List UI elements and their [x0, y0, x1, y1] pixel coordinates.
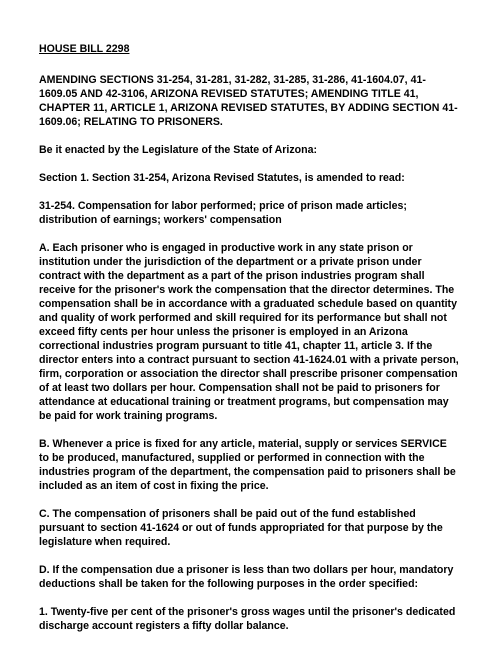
bill-heading: AMENDING SECTIONS 31-254, 31-281, 31-282, 31-285, 31-286, 41-1604.07, 41-1609.05 AND 42-3106, ARIZONA REVISED STATUTES; AMENDING TITLE 41, CHAPTER 11, ARTICLE 1, ARIZONA REVISED STATUTES, BY ADDING SECTION 41-1609.06; RELATING TO PRISONERS.	[39, 74, 458, 128]
paragraph-c: C. The compensation of prisoners shall be paid out of the fund established pursuant to section 41-1624 or out of funds appropriated for that purpose by the legislature when required.	[39, 508, 443, 548]
enacting-clause: Be it enacted by the Legislature of the State of Arizona:	[39, 144, 318, 156]
paragraph-b: B. Whenever a price is fixed for any article, material, supply or services SERVICE to be produced, manufactured, supplied or performed in connection with the industries program of the department, the compensation paid to prisoners shall be included as an item of cost in fixing the price.	[39, 438, 456, 492]
list-item-1: 1. Twenty-five per cent of the prisoner's gross wages until the prisoner's dedicated discharge account registers a fifty dollar balance.	[39, 606, 456, 632]
paragraph-d: D. If the compensation due a prisoner is less than two dollars per hour, mandatory deductions shall be taken for the following purposes in the order specified:	[39, 564, 454, 590]
section-title: 31-254. Compensation for labor performed; price of prison made articles; distribution of earnings; workers' compensation	[39, 200, 407, 226]
paragraph-a: A. Each prisoner who is engaged in productive work in any state prison or institution under the jurisdiction of the department or a private prison under contract with the department as a part of the prison industries program shall receive for the prisoner's work the compensation that the director determines. The compensation shall be in accordance with a graduated schedule based on quantity and quality of work performed and skill required for its performance but shall not exceed fifty cents per hour unless the prisoner is employed in an Arizona correctional industries program pursuant to title 41, chapter 11, article 3. If the director enters into a contract pursuant to section 41-1624.01 with a private person, firm, corporation or association the director shall prescribe prisoner compensation of at least two dollars per hour. Compensation shall not be paid to prisoners for attendance at educational training or treatment programs, but compensation may be paid for work training programs.	[39, 242, 459, 422]
document-page	[39, 42, 459, 647]
section-1-intro: Section 1. Section 31-254, Arizona Revised Statutes, is amended to read:	[39, 172, 405, 184]
bill-title: HOUSE BILL 2298	[39, 43, 130, 55]
